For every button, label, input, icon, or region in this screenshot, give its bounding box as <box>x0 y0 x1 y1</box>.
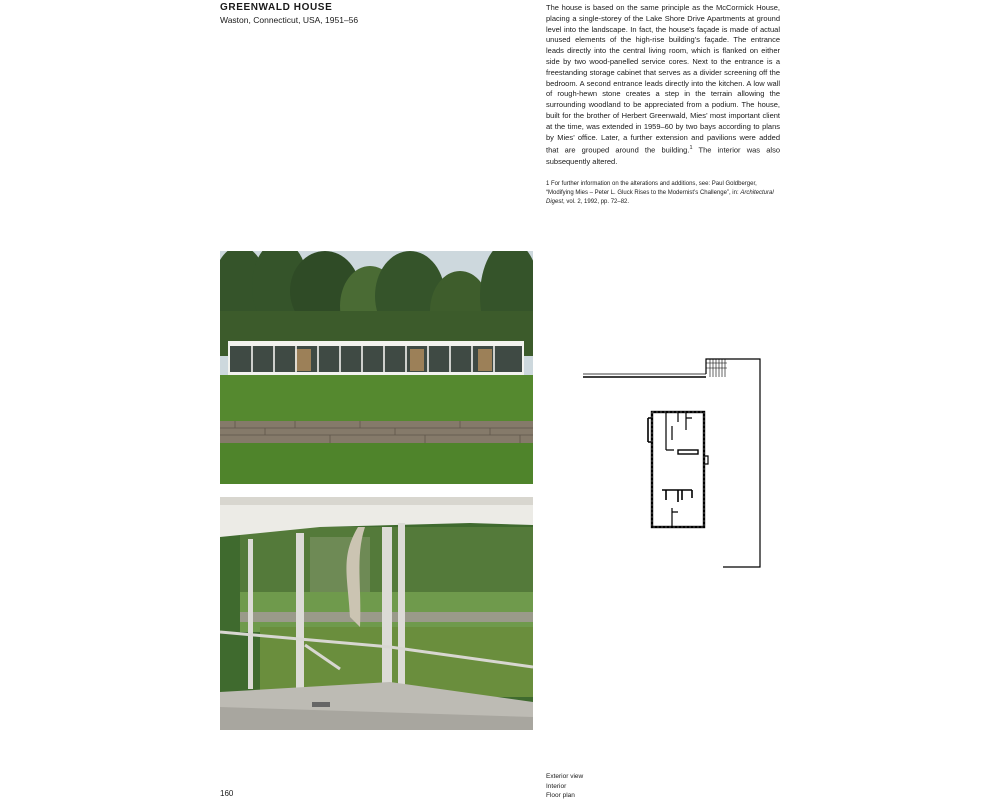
page-number: 160 <box>220 789 234 798</box>
page-title: GREENWALD HOUSE <box>220 2 333 13</box>
caption-exterior: Exterior view <box>546 773 584 780</box>
body-text-end: The interior was also subsequently altered. <box>546 145 780 166</box>
footnote-text: 1 For further information on the alterations and additions, see: Paul Goldberger, “Modifying Mies – Peter L. Gluck Rises to the Modernist’s Challenge”, in: <box>546 181 757 196</box>
page-subtitle: Waston, Connecticut, USA, 1951–56 <box>220 15 359 25</box>
body-paragraph <box>546 3 780 167</box>
floor-plan <box>580 350 770 572</box>
image-captions <box>546 772 583 801</box>
body-text-main: The house is based on the same principle as the McCormick House, placing a single-storey of the Lake Shore Drive Apartments at ground level into the landscape. In fact, the house’s façade is made of actual unused elements of the high-rise building’s façade. The entrance leads directly into the central living room, which is flanked on either side by two wood-panelled service cores. Next to the entrance is a freestanding storage cabinet that serves as a divider screening off the bedroom. A second entrance leads directly into the kitchen. A low wall of rough-hewn stone creates a step in the terrain allowing the surrounding woodland to be appreciated from a podium. The house, built for the brother of Herbert Greenwald, Mies’ most important client at the time, was extended in 1959–60 by two bays according to plans by Mies’ office. Later, a further extension and pavilions were added that are grouped around the building. <box>546 3 780 155</box>
interior-photo <box>220 497 533 730</box>
footnote <box>546 180 780 207</box>
footnote-pages: , vol. 2, 1992, pp. 72–82. <box>563 199 630 205</box>
caption-interior: Interior <box>546 782 567 790</box>
caption-floor-plan: Floor plan <box>546 792 575 799</box>
exterior-photo <box>220 251 533 484</box>
footnote-reference: 1 <box>689 145 693 152</box>
footnote-journal: Architectural Digest <box>546 190 774 205</box>
